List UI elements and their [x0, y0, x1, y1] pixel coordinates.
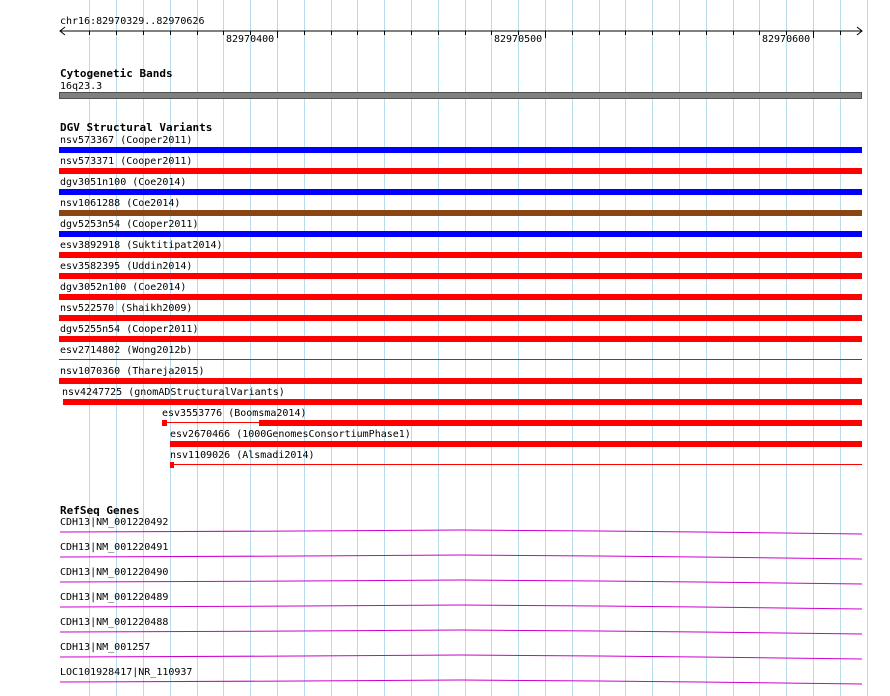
dgv-variant-label[interactable]: dgv3052n100 (Coe2014) — [60, 282, 187, 293]
refseq-gene-model[interactable] — [0, 525, 890, 539]
dgv-variant-bar[interactable] — [59, 315, 862, 321]
dgv-variant-bar[interactable] — [59, 210, 862, 216]
dgv-variant-label[interactable]: esv2670466 (1000GenomesConsortiumPhase1) — [170, 429, 411, 440]
dgv-variant-label[interactable]: esv3582395 (Uddin2014) — [60, 261, 193, 272]
refseq-gene-label[interactable]: CDH13|NM_001220492 — [60, 517, 169, 528]
gene-intron-line — [60, 655, 862, 659]
refseq-gene-model[interactable] — [0, 625, 890, 639]
refseq-gene-model[interactable] — [0, 600, 890, 614]
refseq-gene-model[interactable] — [0, 575, 890, 589]
refseq-gene-label[interactable]: CDH13|NM_001257 — [60, 642, 151, 653]
dgv-variant-bar[interactable] — [59, 252, 862, 258]
dgv-variant-bar[interactable] — [59, 231, 862, 237]
gene-intron-line — [60, 555, 862, 559]
refseq-gene-model[interactable] — [0, 650, 890, 664]
refseq-gene-label[interactable]: CDH13|NM_001220491 — [60, 542, 169, 553]
gene-intron-line — [60, 580, 862, 584]
refseq-gene-label[interactable]: CDH13|NM_001220488 — [60, 617, 169, 628]
refseq-gene-model[interactable] — [0, 675, 890, 689]
dgv-variant-label[interactable]: dgv5255n54 (Cooper2011) — [60, 324, 199, 335]
dgv-variant-bar[interactable] — [59, 378, 862, 384]
ruler[interactable] — [0, 24, 890, 64]
gene-intron-line — [60, 605, 862, 609]
refseq-gene-label[interactable]: LOC101928417|NR_110937 — [60, 667, 193, 678]
ruler-tick-label: 82970400 — [226, 34, 275, 45]
gene-intron-line — [60, 680, 862, 684]
gene-intron-line — [60, 630, 862, 634]
ruler-minor-ticks — [90, 31, 841, 38]
dgv-variant-bar[interactable] — [59, 168, 862, 174]
dgv-variant-label[interactable]: nsv1070360 (Thareja2015) — [60, 366, 205, 377]
dgv-variant-label[interactable]: nsv522570 (Shaikh2009) — [60, 303, 193, 314]
dgv-track-title: DGV Structural Variants — [60, 121, 213, 134]
location-label: chr16:82970329..82970626 — [60, 16, 205, 27]
dgv-variant-label[interactable]: nsv1109026 (Alsmadi2014) — [170, 450, 315, 461]
refseq-gene-label[interactable]: CDH13|NM_001220490 — [60, 567, 169, 578]
gene-intron-line — [60, 530, 862, 534]
dgv-variant-label[interactable]: nsv573367 (Cooper2011) — [60, 135, 193, 146]
refseq-gene-label[interactable]: CDH13|NM_001220489 — [60, 592, 169, 603]
cytoband-label: 16q23.3 — [60, 81, 103, 92]
dgv-variant-label[interactable]: esv3553776 (Boomsma2014) — [162, 408, 307, 419]
refseq-track-title: RefSeq Genes — [60, 504, 140, 517]
dgv-variant-label[interactable]: nsv1061288 (Coe2014) — [60, 198, 181, 209]
dgv-variant-bar[interactable] — [59, 273, 862, 279]
dgv-variant-label[interactable]: esv3892918 (Suktitipat2014) — [60, 240, 223, 251]
cytoband-bar[interactable] — [59, 92, 862, 99]
dgv-variant-label[interactable]: nsv573371 (Cooper2011) — [60, 156, 193, 167]
dgv-variant-bar[interactable] — [59, 147, 862, 153]
dgv-variant-bar[interactable] — [63, 399, 862, 405]
dgv-variant-bar[interactable] — [170, 441, 862, 447]
dgv-variant-label[interactable]: nsv4247725 (gnomADStructuralVariants) — [62, 387, 285, 398]
ruler-tick-label: 82970500 — [494, 34, 543, 45]
dgv-variant-block[interactable] — [170, 462, 174, 468]
dgv-variant-bar[interactable] — [59, 359, 862, 360]
dgv-variant-bar[interactable] — [59, 294, 862, 300]
dgv-variant-block[interactable] — [162, 420, 167, 426]
dgv-variant-connector[interactable] — [167, 422, 259, 423]
dgv-variant-bar[interactable] — [59, 189, 862, 195]
dgv-variant-bar[interactable] — [59, 336, 862, 342]
dgv-variant-label[interactable]: esv2714802 (Wong2012b) — [60, 345, 193, 356]
dgv-variant-label[interactable]: dgv5253n54 (Cooper2011) — [60, 219, 199, 230]
cytoband-track-title: Cytogenetic Bands — [60, 67, 173, 80]
dgv-variant-bar[interactable] — [170, 464, 862, 465]
ruler-tick-label: 82970600 — [762, 34, 811, 45]
dgv-variant-block[interactable] — [259, 420, 862, 426]
refseq-gene-model[interactable] — [0, 550, 890, 564]
dgv-variant-label[interactable]: dgv3051n100 (Coe2014) — [60, 177, 187, 188]
